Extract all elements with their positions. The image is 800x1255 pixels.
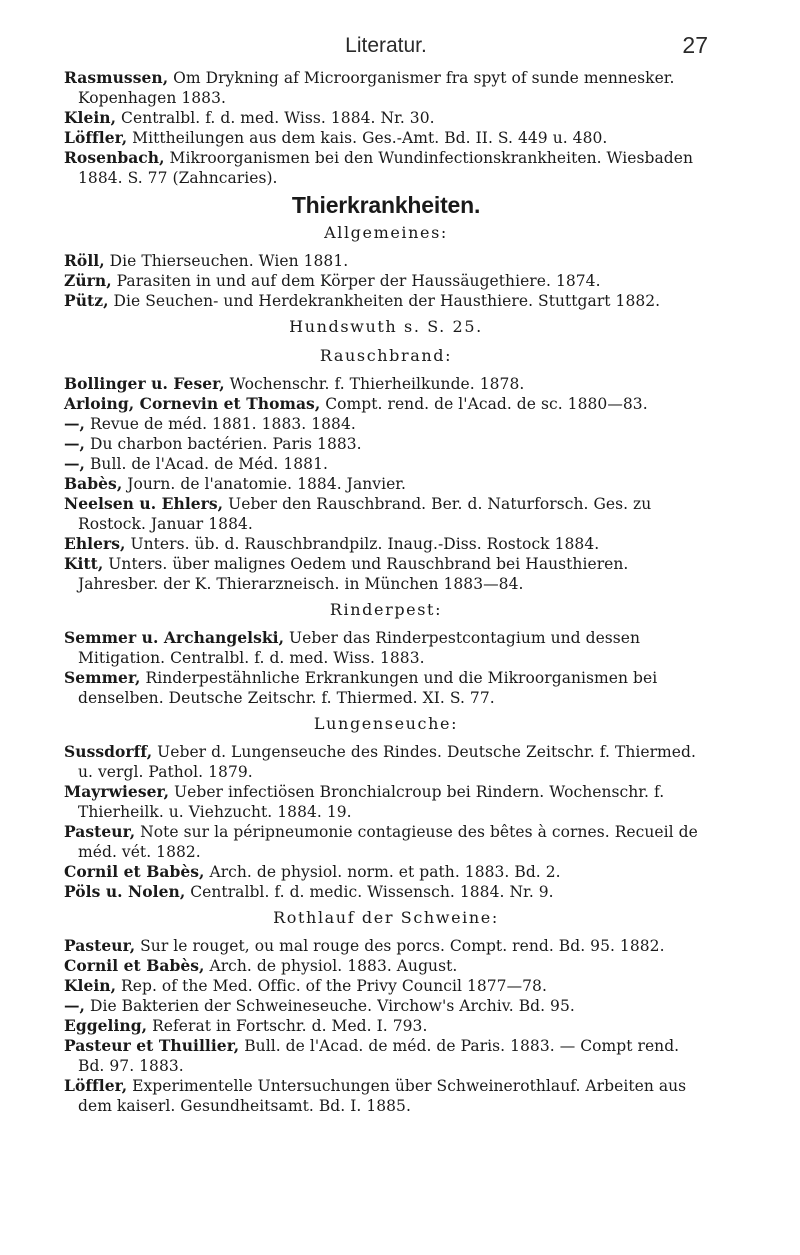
subsection-heading: Lungenseuche: <box>313 714 459 733</box>
reference-entry <box>64 434 708 454</box>
reference-text: Centralbl. f. d. med. Wiss. 1884. Nr. 30. <box>116 109 435 127</box>
reference-author: Pasteur et Thuillier, <box>64 1036 240 1055</box>
reference-entry <box>64 108 708 128</box>
reference-entry <box>64 1036 708 1076</box>
reference-entry <box>64 1076 708 1116</box>
reference-author: Löffler, <box>64 1076 128 1095</box>
subsection-heading: Hundswuth s. S. 25. <box>289 317 483 336</box>
section-title: Thierkrankheiten. <box>291 192 481 218</box>
reference-text: Centralbl. f. d. medic. Wissensch. 1884. Nr. 9. <box>185 883 554 901</box>
reference-text: Ueber d. Lungenseuche des Rindes. Deutsche Zeitschr. f. Thiermed. u. vergl. Pathol. 1879. <box>78 743 696 781</box>
reference-author: Röll, <box>64 251 105 270</box>
subsection <box>64 345 708 594</box>
subsection-heading: Rauschbrand: <box>319 346 453 365</box>
reference-text: Die Seuchen- und Herdekrankheiten der Hausthiere. Stuttgart 1882. <box>108 292 661 310</box>
reference-entry <box>64 862 708 882</box>
reference-author: Klein, <box>64 108 117 127</box>
reference-author: Arloing, Cornevin et Thomas, <box>64 394 321 413</box>
reference-text: Sur le rouget, ou mal rouge des porcs. Compt. rend. Bd. 95. 1882. <box>135 937 665 955</box>
reference-author: Semmer, <box>64 668 141 687</box>
reference-text: Rinderpestähnliche Erkrankungen und die Mikroorganismen bei denselben. Deutsche Zeitschr. f. Thiermed. XI. S. 77. <box>78 669 658 707</box>
reference-author: Cornil et Babès, <box>64 862 205 881</box>
reference-entry <box>64 374 708 394</box>
reference-text: Mikroorganismen bei den Wundinfectionskrankheiten. Wiesbaden 1884. S. 77 (Zahncaries). <box>78 149 693 187</box>
reference-text: Ueber den Rauschbrand. Ber. d. Naturforsch. Ges. zu Rostock. Januar 1884. <box>78 495 652 533</box>
subsection-list <box>64 222 708 1116</box>
reference-author: Bollinger u. Feser, <box>64 374 225 393</box>
reference-author: —, <box>64 434 85 453</box>
reference-text: Arch. de physiol. 1883. August. <box>204 957 458 975</box>
reference-author: Zürn, <box>64 271 112 290</box>
reference-author: Eggeling, <box>64 1016 148 1035</box>
reference-text: Unters. über malignes Oedem und Rauschbrand bei Hausthieren. Jahresber. der K. Thierarzneisch. in München 1883—84. <box>78 555 629 593</box>
reference-text: Ueber infectiösen Bronchialcroup bei Rindern. Wochenschr. f. Thierheilk. u. Viehzucht. 1884. 19. <box>78 783 665 821</box>
subsection <box>64 907 708 1116</box>
reference-text: Die Thierseuchen. Wien 1881. <box>104 252 349 270</box>
subsection-heading: Allgemeines: <box>324 223 448 242</box>
reference-entry <box>64 782 708 822</box>
reference-text: Rep. of the Med. Offic. of the Privy Council 1877—78. <box>116 977 547 995</box>
reference-text: Ueber das Rinderpestcontagium und dessen Mitigation. Centralbl. f. d. med. Wiss. 1883. <box>78 629 641 667</box>
reference-text: Unters. üb. d. Rauschbrandpilz. Inaug.-Diss. Rostock 1884. <box>125 535 600 553</box>
reference-author: Babès, <box>64 474 123 493</box>
reference-entry <box>64 554 708 594</box>
reference-author: Pöls u. Nolen, <box>64 882 186 901</box>
reference-entry <box>64 882 708 902</box>
reference-entry <box>64 668 708 708</box>
subsection <box>64 222 708 311</box>
reference-author: Sussdorff, <box>64 742 153 761</box>
reference-entry <box>64 291 708 311</box>
reference-text: Revue de méd. 1881. 1883. 1884. <box>85 415 356 433</box>
reference-text: Arch. de physiol. norm. et path. 1883. Bd. 2. <box>204 863 561 881</box>
reference-entry <box>64 474 708 494</box>
reference-entry <box>64 936 708 956</box>
reference-text: Du charbon bactérien. Paris 1883. <box>85 435 362 453</box>
reference-text: Note sur la péripneumonie contagieuse des bêtes à cornes. Recueil de méd. vét. 1882. <box>78 823 698 861</box>
reference-entry <box>64 996 708 1016</box>
reference-text: Om Drykning af Microorganismer fra spyt of sunde mennesker. Kopenhagen 1883. <box>78 69 675 107</box>
reference-text: Journ. de l'anatomie. 1884. Janvier. <box>122 475 407 493</box>
reference-entry <box>64 494 708 534</box>
subsection-heading: Rinderpest: <box>329 600 443 619</box>
reference-author: Kitt, <box>64 554 104 573</box>
running-head <box>64 28 708 68</box>
reference-entry <box>64 822 708 862</box>
reference-text: Parasiten in und auf dem Körper der Haussäugethiere. 1874. <box>111 272 601 290</box>
reference-author: Cornil et Babès, <box>64 956 205 975</box>
page-number: 27 <box>682 32 708 58</box>
reference-text: Compt. rend. de l'Acad. de sc. 1880—83. <box>320 395 648 413</box>
reference-entry <box>64 534 708 554</box>
reference-text: Die Bakterien der Schweineseuche. Virchow's Archiv. Bd. 95. <box>85 997 575 1015</box>
reference-text: Bull. de l'Acad. de Méd. 1881. <box>85 455 328 473</box>
reference-entry <box>64 414 708 434</box>
reference-entry <box>64 956 708 976</box>
reference-author: —, <box>64 454 85 473</box>
reference-author: Pütz, <box>64 291 109 310</box>
subsection <box>64 316 708 338</box>
reference-author: Rasmussen, <box>64 68 169 87</box>
reference-entry <box>64 128 708 148</box>
bibliography-body <box>64 68 708 1116</box>
reference-entry <box>64 68 708 108</box>
reference-author: —, <box>64 414 85 433</box>
reference-author: Semmer u. Archangelski, <box>64 628 285 647</box>
reference-text: Mittheilungen aus dem kais. Ges.-Amt. Bd. II. S. 449 u. 480. <box>127 129 608 147</box>
running-head-title: Literatur. <box>345 34 427 57</box>
reference-entry <box>64 742 708 782</box>
reference-entry <box>64 1016 708 1036</box>
reference-author: —, <box>64 996 85 1015</box>
reference-author: Pasteur, <box>64 936 136 955</box>
reference-text: Referat in Fortschr. d. Med. I. 793. <box>147 1017 428 1035</box>
reference-author: Neelsen u. Ehlers, <box>64 494 224 513</box>
reference-text: Bull. de l'Acad. de méd. de Paris. 1883. — Compt rend. Bd. 97. 1883. <box>78 1037 680 1075</box>
intro-reference-list <box>64 68 708 188</box>
reference-entry <box>64 251 708 271</box>
reference-author: Löffler, <box>64 128 128 147</box>
reference-entry <box>64 271 708 291</box>
reference-entry <box>64 148 708 188</box>
reference-entry <box>64 394 708 414</box>
subsection <box>64 599 708 708</box>
subsection <box>64 713 708 902</box>
reference-text: Wochenschr. f. Thierheilkunde. 1878. <box>224 375 525 393</box>
reference-author: Mayrwieser, <box>64 782 170 801</box>
reference-text: Experimentelle Untersuchungen über Schweinerothlauf. Arbeiten aus dem kaiserl. Gesundheitsamt. Bd. I. 1885. <box>78 1077 687 1115</box>
reference-entry <box>64 628 708 668</box>
reference-author: Pasteur, <box>64 822 136 841</box>
reference-author: Klein, <box>64 976 117 995</box>
reference-author: Ehlers, <box>64 534 126 553</box>
reference-author: Rosenbach, <box>64 148 165 167</box>
reference-entry <box>64 976 708 996</box>
subsection-heading: Rothlauf der Schweine: <box>273 908 499 927</box>
reference-entry <box>64 454 708 474</box>
